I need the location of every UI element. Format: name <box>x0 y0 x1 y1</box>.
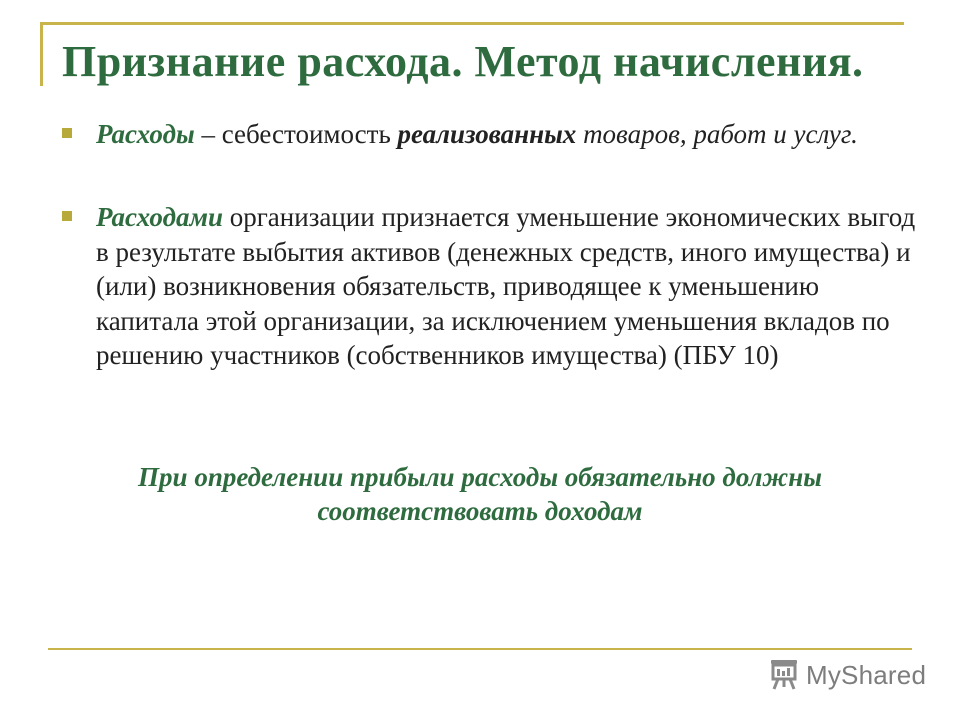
bullet-marker-icon <box>62 128 72 138</box>
bullet-expenses-pbu10 <box>96 200 916 373</box>
bullet1-dash-text: – себестоимость <box>194 119 398 149</box>
watermark-logo <box>766 657 926 693</box>
presentation-board-icon <box>766 657 802 693</box>
frame-bottom-rule <box>48 648 912 650</box>
term-expenses-organization: Расходами <box>96 202 223 232</box>
frame-left-rule <box>40 22 43 86</box>
watermark-text: MyShared <box>806 659 927 690</box>
bullet-marker-icon <box>62 211 72 221</box>
frame-top-rule <box>40 22 904 25</box>
conclusion-text: При определении прибыли расходы обязательно должны соответствовать доходам <box>138 462 822 526</box>
term-expenses: Расходы <box>96 119 195 149</box>
bullet-expenses-definition <box>96 117 916 151</box>
slide-title: Признание расхода. Метод начисления. <box>62 37 864 86</box>
bullet2-text: организации признается уменьшение экономических выгод в результате выбытия активов (денежных средств, иного имущества) и (или) возникновения обязательств, приводящее к уменьшению капитала этой организации, за исключением уменьшения вкладов по решению участников (собственников имущества) (ПБУ 10) <box>96 202 916 370</box>
bullet1-tail: товаров, работ и услуг. <box>576 119 858 149</box>
bullet1-emphasis: реализованных <box>397 119 577 149</box>
